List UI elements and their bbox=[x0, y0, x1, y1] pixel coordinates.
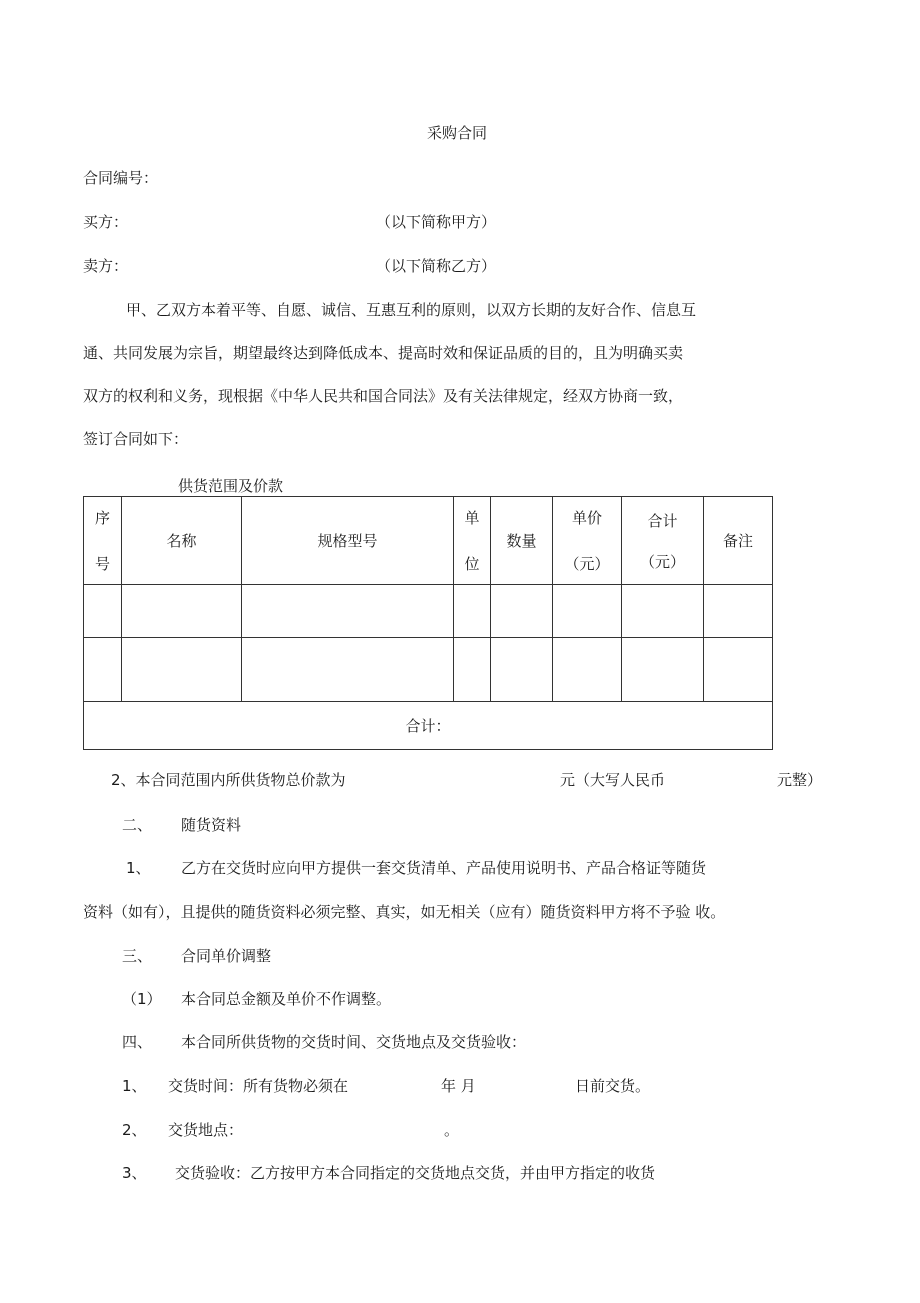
header-qty: 数量 bbox=[491, 497, 553, 585]
header-total: 合计 （元） bbox=[622, 497, 704, 585]
header-spec: 规格型号 bbox=[242, 497, 454, 585]
header-unit: 单 位 bbox=[454, 497, 491, 585]
section-3-item-1-text: 本合同总金额及单价不作调整。 bbox=[181, 990, 392, 1008]
delivery-time-year-month: 年 月 bbox=[441, 1077, 476, 1095]
seller-label: 卖方： bbox=[83, 257, 129, 275]
section-4-item-2-number: 2、 bbox=[122, 1121, 147, 1139]
header-unit-price: 单价 （元） bbox=[553, 497, 622, 585]
intro-line-4: 签订合同如下： bbox=[83, 430, 189, 448]
goods-table bbox=[83, 496, 773, 750]
section-3-number: 三、 bbox=[122, 947, 153, 965]
total-price-text: 2、本合同范围内所供货物总价款为 bbox=[111, 771, 346, 789]
total-price-mid: 元（大写人民币 bbox=[560, 771, 666, 789]
section-4-number: 四、 bbox=[122, 1033, 153, 1051]
buyer-note: （以下简称甲方） bbox=[376, 213, 497, 231]
delivery-location-text: 交货地点： bbox=[168, 1121, 244, 1139]
table-caption: 供货范围及价款 bbox=[178, 477, 284, 495]
table-row bbox=[84, 585, 773, 638]
header-remark: 备注 bbox=[704, 497, 773, 585]
table-header-row bbox=[84, 497, 773, 585]
intro-line-2: 通、共同发展为宗旨，期望最终达到降低成本、提高时效和保证品质的目的，且为明确买卖 bbox=[83, 344, 684, 362]
delivery-acceptance-text: 交货验收：乙方按甲方本合同指定的交货地点交货，并由甲方指定的收货 bbox=[175, 1164, 656, 1182]
section-3-title: 合同单价调整 bbox=[181, 947, 272, 965]
header-name: 名称 bbox=[122, 497, 242, 585]
intro-line-1: 甲、乙双方本着平等、自愿、诚信、互惠互利的原则，以双方长期的友好合作、信息互 bbox=[126, 301, 697, 319]
header-seq: 序 号 bbox=[84, 497, 122, 585]
section-2-item-1-line-1: 乙方在交货时应向甲方提供一套交货清单、产品使用说明书、产品合格证等随货 bbox=[181, 859, 707, 877]
section-2-number: 二、 bbox=[122, 816, 153, 834]
delivery-time-end: 日前交货。 bbox=[575, 1077, 651, 1095]
table-row bbox=[84, 638, 773, 702]
section-3-item-1-number: （1） bbox=[122, 990, 162, 1008]
table-sum-row bbox=[84, 702, 773, 750]
sum-label: 合计： bbox=[84, 702, 773, 750]
intro-line-3: 双方的权利和义务，现根据《中华人民共和国合同法》及有关法律规定，经双方协商一致， bbox=[83, 387, 684, 405]
contract-number-label: 合同编号： bbox=[83, 169, 159, 187]
seller-note: （以下简称乙方） bbox=[376, 257, 497, 275]
buyer-label: 买方： bbox=[83, 213, 129, 231]
section-2-item-1-line-2: 资料（如有），且提供的随货资料必须完整、真实，如无相关（应有）随货资料甲方将不予验 收。 bbox=[83, 903, 726, 921]
document-title: 采购合同 bbox=[426, 124, 487, 142]
delivery-location-end: 。 bbox=[444, 1121, 460, 1139]
section-2-title: 随货资料 bbox=[181, 816, 242, 834]
section-4-item-3-number: 3、 bbox=[122, 1164, 147, 1182]
total-price-end: 元整） bbox=[777, 771, 823, 789]
section-2-item-1-number: 1、 bbox=[126, 859, 151, 877]
section-4-title: 本合同所供货物的交货时间、交货地点及交货验收： bbox=[181, 1033, 527, 1051]
delivery-time-text: 交货时间：所有货物必须在 bbox=[168, 1077, 349, 1095]
section-4-item-1-number: 1、 bbox=[122, 1077, 147, 1095]
